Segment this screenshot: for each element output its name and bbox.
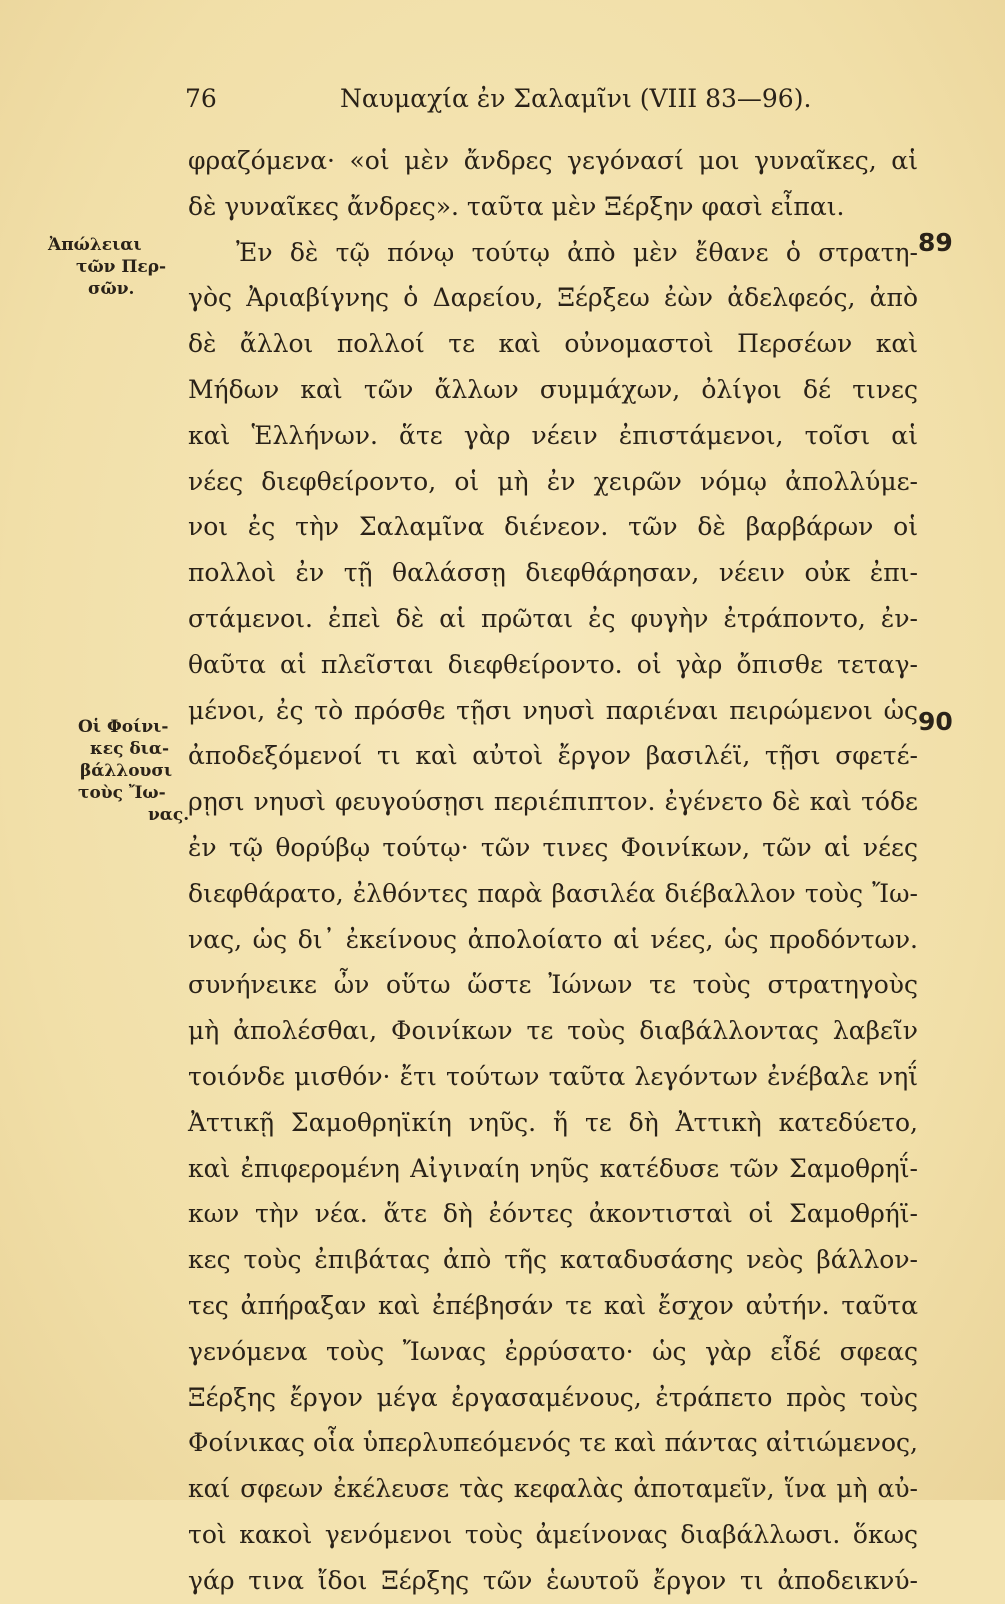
text-line: γάρ τινα ἴδοι Ξέρξης τῶν ἑωυτοῦ ἔργον τι ἀποδεικνύ- [188,1565,918,1595]
text-line: δὲ ἄλλοι πολλοί τε καὶ οὐνομαστοὶ Περσέων καὶ [188,329,918,359]
section-number-90: 90 [918,707,953,736]
text-line: πολλοὶ ἐν τῇ θαλάσσῃ διεφθάρησαν, νέειν οὐκ ἐπι- [188,558,918,588]
text-line: καὶ Ἑλλήνων. ἅτε γὰρ νέειν ἐπιστάμενοι, τοῖσι αἱ [188,420,918,450]
text-line: στάμενοι. ἐπεὶ δὲ αἱ πρῶται ἐς φυγὴν ἐτράποντο, ἐν- [188,603,918,633]
page-header [185,84,812,120]
text-line: νέες διεφθείροντο, οἱ μὴ ἐν χειρῶν νόμῳ ἀπολλύμε- [188,466,918,496]
text-line: διεφθάρατο, ἐλθόντες παρὰ βασιλέα διέβαλλον τοὺς Ἴω- [188,878,918,908]
sidenote-line: Ἀπώλειαι [48,235,142,255]
text-line: καί σφεων ἐκέλευσε τὰς κεφαλὰς ἀποταμεῖν, ἵνα μὴ αὐ- [188,1474,918,1504]
text-line: συνήνεικε ὦν οὕτω ὥστε Ἰώνων τε τοὺς στρατηγοὺς [188,970,918,1000]
sidenote-line: κες δια- [90,739,170,759]
sidenote-apoleiai [48,234,166,300]
text-line: φραζόμενα· «οἱ μὲν ἄνδρες γεγόνασί μοι γυναῖκες, αἱ [188,146,918,175]
text-line: νας, ὡς δι᾽ ἐκείνους ἀπολοίατο αἱ νέες, ὡς προδόντων. [188,924,918,954]
text-line: μὴ ἀπολέσθαι, Φοινίκων τε τοὺς διαβάλλοντας λαβεῖν [188,1016,918,1046]
text-line: καὶ ἐπιφερομένη Αἰγιναίη νηῦς κατέδυσε τῶν Σαμοθρηΐ- [188,1153,918,1183]
text-line: ρῃσι νηυσὶ φευγούσῃσι περιέπιπτον. ἐγένετο δὲ καὶ τόδε [188,787,918,817]
text-line: θαῦτα αἱ πλεῖσται διεφθείροντο. οἱ γὰρ ὄπισθε τεταγ- [188,649,918,679]
text-line: νοι ἐς τὴν Σαλαμῖνα διένεον. τῶν δὲ βαρβάρων οἱ [188,512,918,542]
sidenote-line: Οἱ Φοίνι- [78,717,169,737]
text-line: τοιόνδε μισθόν· ἔτι τούτων ταῦτα λεγόντων ἐνέβαλε νηΐ [188,1061,918,1091]
text-line: ἐν τῷ θορύβῳ τούτῳ· τῶν τινες Φοινίκων, τῶν αἱ νέες [188,832,918,862]
text-line: τες ἀπήραξαν καὶ ἐπέβησάν τε καὶ ἔσχον αὐτήν. ταῦτα [188,1290,918,1320]
sidenote-line: τοὺς Ἴω- [78,783,166,803]
sidenote-phoinikes [78,716,189,826]
running-title: Ναυμαχία ἐν Σαλαμῖνι (VIII 83—96). [340,84,812,113]
section-number-89: 89 [918,228,953,257]
text-line: γὸς Ἀριαβίγνης ὁ Δαρείου, Ξέρξεω ἐὼν ἀδελφεός, ἀπὸ [188,283,918,313]
sidenote-line: νας. [148,805,190,825]
sidenote-line: τῶν Περ- [76,257,167,277]
text-line: κων τὴν νέα. ἅτε δὴ ἐόντες ἀκοντισταὶ οἱ Σαμοθρήϊ- [188,1199,918,1229]
text-line: κες τοὺς ἐπιβάτας ἀπὸ τῆς καταδυσάσης νεὸς βάλλον- [188,1245,918,1275]
text-line: ἀποδεξόμενοί τι καὶ αὐτοὶ ἔργον βασιλέϊ, τῇσι σφετέ- [188,741,918,771]
text-line: γενόμενα τοὺς Ἴωνας ἐρρύσατο· ὡς γὰρ εἶδέ σφεας [188,1336,918,1366]
page-number: 76 [185,84,217,113]
text-line: δὲ γυναῖκες ἄνδρες». ταῦτα μὲν Ξέρξην φασὶ εἶπαι. [188,191,845,221]
text-line: Ἐν δὲ τῷ πόνῳ τούτῳ ἀπὸ μὲν ἔθανε ὁ στρατη- [236,237,918,267]
sidenote-line: σῶν. [88,279,135,299]
text-line: τοὶ κακοὶ γενόμενοι τοὺς ἀμείνονας διαβάλλωσι. ὅκως [188,1519,918,1549]
text-line: Μήδων καὶ τῶν ἄλλων συμμάχων, ὀλίγοι δέ τινες [188,374,918,404]
text-line: μένοι, ἐς τὸ πρόσθε τῇσι νηυσὶ παριέναι πειρώμενοι ὡς [188,695,918,725]
text-line: Φοίνικας οἷα ὑπερλυπεόμενός τε καὶ πάντας αἰτιώμενος, [188,1428,918,1458]
text-line: Ξέρξης ἔργον μέγα ἐργασαμένους, ἐτράπετο πρὸς τοὺς [188,1382,918,1412]
body-text [188,138,918,1604]
sidenote-line: βάλλουσι [80,761,173,781]
text-line: Ἀττικῇ Σαμοθρηϊκίη νηῦς. ἥ τε δὴ Ἀττικὴ κατεδύετο, [188,1107,918,1137]
